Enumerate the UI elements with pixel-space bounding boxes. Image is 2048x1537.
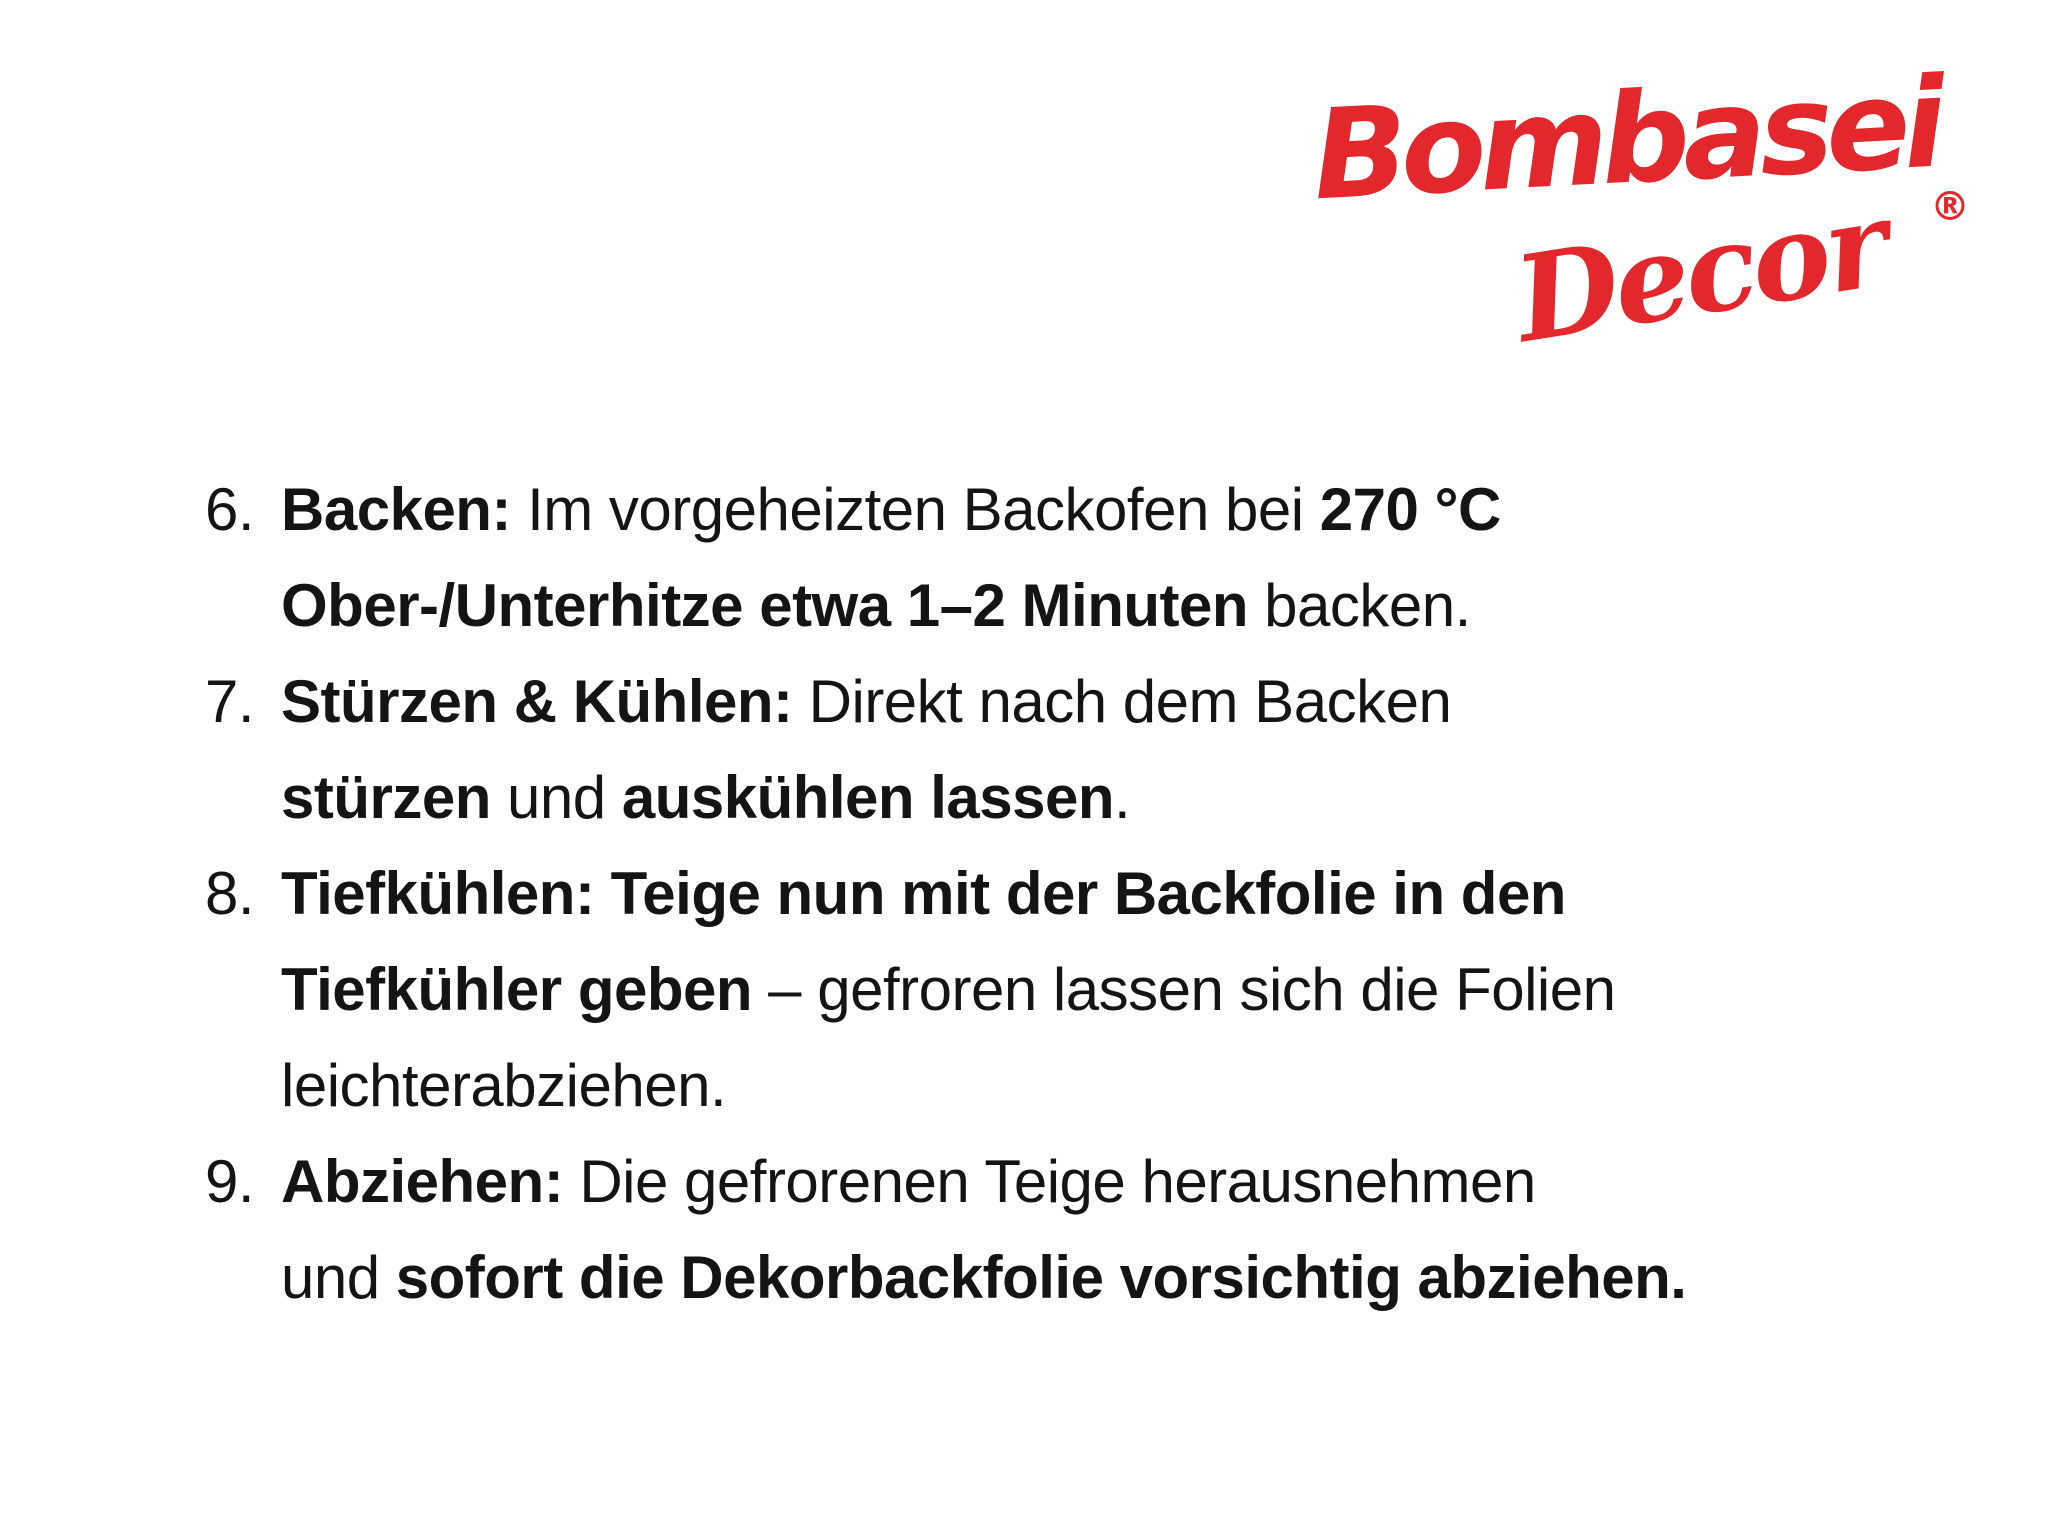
text-segment-bold: Ober-/Unterhitze etwa 1–2 Minuten: [281, 572, 1248, 639]
text-segment: Im vorgeheizten Backofen bei: [510, 476, 1320, 543]
logo-sub-text: Decor: [1506, 173, 1894, 370]
text-line: [281, 750, 1805, 846]
text-segment: backen.: [1248, 572, 1471, 639]
list-item-8: [205, 846, 1805, 1134]
text-segment: und: [281, 1244, 396, 1311]
text-line: [281, 1230, 1805, 1326]
item-body: [281, 654, 1805, 846]
text-segment: Die gefrorenen Teige herausnehmen: [563, 1148, 1536, 1215]
text-line: [281, 846, 1805, 942]
logo-brand-text: Bombasei: [1309, 51, 1943, 229]
registered-trademark-icon: ®: [1930, 184, 1970, 230]
text-line: [281, 1038, 1805, 1134]
text-segment-bold: 270 °C: [1319, 476, 1501, 543]
text-segment: leichterabziehen.: [281, 1052, 727, 1119]
list-item-7: [205, 654, 1805, 846]
text-segment-bold: Stürzen & Kühlen:: [281, 668, 793, 735]
item-body: [281, 846, 1805, 1134]
text-segment-bold: auskühlen lassen: [621, 764, 1115, 831]
instruction-list: [205, 462, 1805, 1326]
text-segment-bold: Abziehen:: [281, 1148, 564, 1215]
text-line: [281, 1134, 1805, 1230]
text-segment: und: [490, 764, 622, 831]
text-segment-bold: Tiefkühlen: Teige nun mit der Backfolie in den: [281, 860, 1566, 927]
text-segment: – gefroren lassen sich die Folien: [752, 956, 1616, 1023]
text-line: [281, 942, 1805, 1038]
list-item-6: [205, 462, 1805, 654]
text-segment-bold: stürzen: [281, 764, 491, 831]
text-segment-bold: Backen:: [281, 476, 511, 543]
item-number: 9.: [205, 1148, 255, 1215]
item-number: 8.: [205, 860, 255, 927]
item-number: 6.: [205, 476, 255, 543]
text-line: [281, 462, 1805, 558]
item-body: [281, 462, 1805, 654]
text-segment: .: [1114, 764, 1131, 831]
list-item-9: [205, 1134, 1805, 1326]
text-segment-bold: sofort die Dekorbackfolie vorsichtig abziehen.: [395, 1244, 1687, 1311]
bombasei-decor-logo: [1305, 51, 2025, 392]
text-segment: Direkt nach dem Backen: [792, 668, 1452, 735]
text-line: [281, 558, 1805, 654]
item-number: 7.: [205, 668, 255, 735]
text-segment-bold: Tiefkühler geben: [281, 956, 753, 1023]
text-line: [281, 654, 1805, 750]
item-body: [281, 1134, 1805, 1326]
